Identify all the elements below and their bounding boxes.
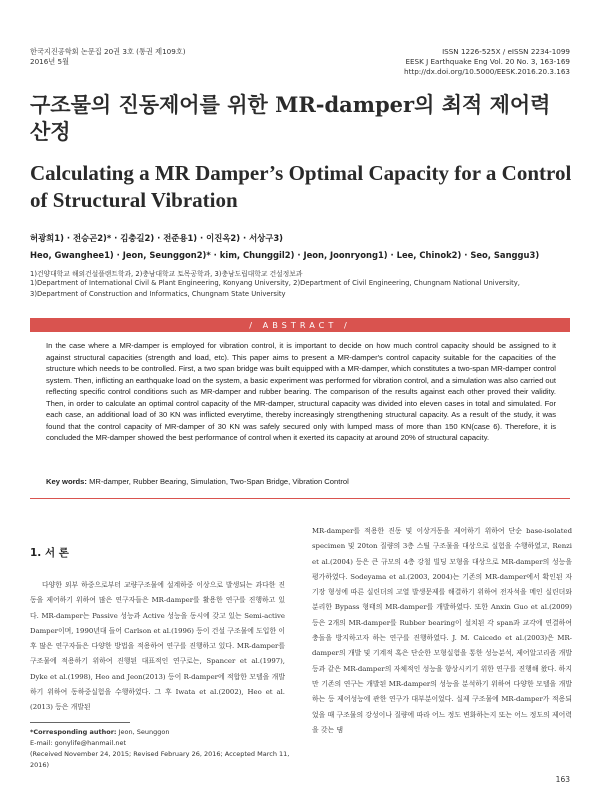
keywords xyxy=(46,477,556,486)
abstract-text: In the case where a MR-damper is employed for vibration control, it is important to decide on how much control capacity should be assigned to it against structural capacities (strength and load, etc). This paper aims to present a MR-damper's control capacity suitable for the capacities of the structure which needs to be controlled. First, a two span bridge was built equipped with a MR-damper, which constitutes a two-span MR-damper control system. Then, inflicting an earthquake load on the system, a basic experiment was performed for vibration control, and a simulation was also carried out reflecting specific control conditions such as MR-damper and rubber bearing. The comparison of the results against each other proved their validity. Then, in order to calculate an optimal control capacity of the MR-damper, structural capacity was divided into eleven cases in total and simulated. For each case, an additional load of 30 KN was inflicted everytime, thereby increasingly strengthening structural capacity. As a result of the study, it was found that the control capacity of MR-damper of 30 KN was safely secured only with lumped mass of more than 150 KN(case 6). Therefore, it is concluded the MR-damper showed the best performance of control when it exerted its capacity at around 20% of structural capacity. xyxy=(46,341,556,442)
journal-header-left xyxy=(30,47,186,67)
journal-header-right xyxy=(404,47,570,77)
body-column-left: 다양한 외부 하중으로부터 교량구조물에 설계하중 이상으로 발생되는 과다한 진동을 제어하기 위하여 많은 연구자들은 MR-damper를 활용한 연구를 진행하고 있다. MR-damper는 Passive 성능과 Active 성능을 동시에 갖고 있는 Semi-active Damper이며, 1990년대 들어 Carlson et al.(1996) 등이 건설 구조물에 도입한 이후 많은 연구자들은 다양한 방법을 적용하여 연구를 진행하고 있다. MR-damper를 구조물에 적용하기 위하여 진행된 대표적인 연구로는, Spancer et al.(1997), Dyke et al.(1998), Heo and Jeon(2013) 등이 R-damper에 적합한 모델을 개발하기 위하여 동하중실험을 수행하였다. 그 후 Iwata et al.(2002), Heo et al.(2013) 등은 개발된 xyxy=(30,581,285,712)
paper-title-en: Calculating a MR Damper’s Optimal Capacity for a Control of Structural Vibration xyxy=(30,161,572,212)
corresponding-author-name: Jeon, Seunggon xyxy=(118,728,170,736)
journal-name-ko: 한국지진공학회 논문집 20권 3호 (통권 제109호) xyxy=(30,47,186,56)
footnote-divider xyxy=(30,722,130,723)
body-column-right: MR-damper를 적용한 진동 및 이상거동을 제어하기 위하여 단순 base-isolated specimen 및 20ton 질량의 3층 스틸 구조물을 대상으로 실험을 수행하였고, Renzi et al.(2004) 등은 큰 규모의 4층 강철 빌딩 모형을 대상으로 MR-damper의 성능을 평가하였다. Sodeyama et al.(2003, 2004)는 기존의 MR-damper에서 확인된 자기장 형성에 따른 실린더의 고열 발생문제를 해결하기 위하여 전자석을 메인 실린더와 분리한 Bypass 형태의 MR-damper를 개발하였다. 또한 Anxin Guo et al.(2009) 등은 2개의 MR-damper를 Rubber bearing이 설치된 각 span과 교각에 연결하여 충돌을 방지하고자 하는 연구를 진행하였다. J. M. Caicedo et al.(2003)은 MR-damper의 개발 및 기계적 혹은 단순한 모형실험을 통한 성능분석, 제어알고리즘 개발 등과 같은 MR-damper의 자체적인 성능을 향상시키기 위한 연구를 진행해 왔다. 하지만 기존의 연구는 개발된 MR-damper의 성능을 분석하기 위하여 다양한 모델을 개발하는 등 제어성능에 관한 연구가 대부분이었다. 실제 구조물에 MR-damper가 적용되었을 때 구조물의 강성이나 질량에 따라 어느 정도 변화하는지 또는 어느 정도의 제어력을 갖는 댐 xyxy=(312,527,572,734)
corresponding-author xyxy=(30,727,290,738)
keywords-list: MR-damper, Rubber Bearing, Simulation, Two-Span Bridge, Vibration Control xyxy=(89,477,349,486)
authors-ko: 허광희1) · 전승곤2)* · 김충길2) · 전준용1) · 이진옥2) · 서상구3) xyxy=(30,233,283,243)
authors-en: Heo, Gwanghee1) · Jeon, Seunggon2)* · kim, Chunggil2) · Jeon, Joonryong1) · Lee, Chinok2) · Seo, Sanggu3) xyxy=(30,250,540,260)
affiliations-ko: 1)건양대학교 해외건설플랜트학과, 2)충남대학교 토목공학과, 3)충남도립대학교 건설정보과 xyxy=(30,270,303,278)
section-heading-introduction: 1. 서 론 xyxy=(30,547,69,559)
journal-date-ko: 2016년 5월 xyxy=(30,57,70,66)
journal-name-en: EESK J Earthquake Eng Vol. 20 No. 3, 163-169 xyxy=(405,57,570,66)
paper-title-ko: 구조물의 진동제어를 위한 MR-damper의 최적 제어력 산정 xyxy=(30,92,551,144)
author-email: E-mail: gonylife@hanmail.net xyxy=(30,739,126,747)
affiliations-en-1: 1)Department of International Civil & Plant Engineering, Konyang University, 2)Department of Civil Engineering, Chungnam National University, xyxy=(30,279,520,287)
abstract-heading: / ABSTRACT / xyxy=(30,318,570,332)
keywords-label: Key words: xyxy=(46,477,87,486)
corresponding-author-label: *Corresponding author: xyxy=(30,728,117,736)
affiliations-en-2: 3)Department of Construction and Informatics, Chungnam State University xyxy=(30,290,286,298)
issn: ISSN 1226-525X / eISSN 2234-1099 xyxy=(442,47,570,56)
doi-link[interactable]: http://dx.doi.org/10.5000/EESK.2016.20.3.163 xyxy=(404,67,570,76)
page-number: 163 xyxy=(555,775,570,784)
abstract-divider xyxy=(30,498,570,499)
received-dates: (Received November 24, 2015; Revised February 26, 2016; Accepted March 11, 2016) xyxy=(30,750,290,769)
footnote xyxy=(30,727,290,771)
